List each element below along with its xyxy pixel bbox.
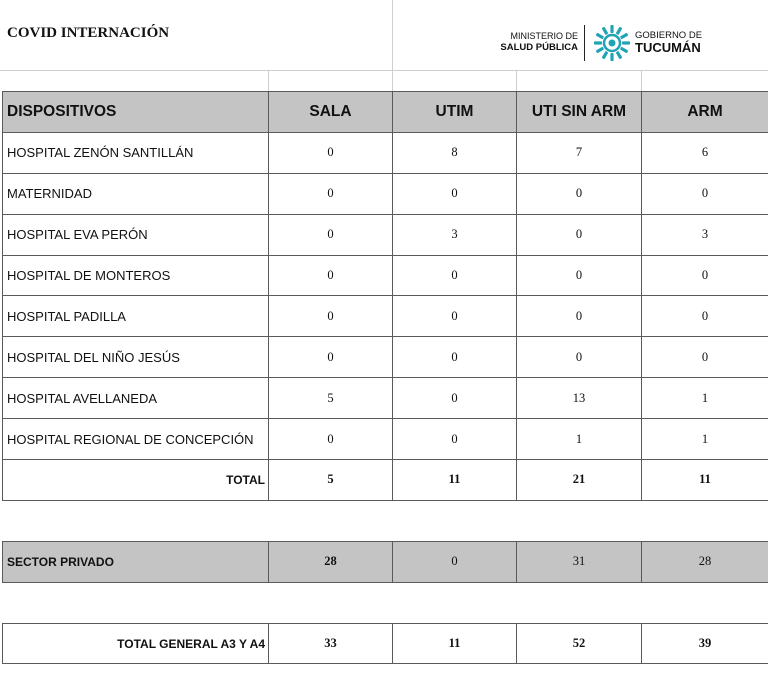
government-line-1: GOBIERNO DE <box>635 30 703 41</box>
cell-utim: 0 <box>393 378 517 419</box>
cell-arm: 6 <box>642 132 768 173</box>
cell-uti-sin-arm: 0 <box>517 337 642 378</box>
cell-utim: 3 <box>393 214 517 255</box>
grand-total-sala: 33 <box>269 623 393 664</box>
cell-utim: 8 <box>393 132 517 173</box>
grid-line <box>0 70 768 71</box>
cell-arm: 1 <box>642 419 768 460</box>
ministry-name <box>500 31 578 53</box>
column-header-dispositivos: DISPOSITIVOS <box>3 92 269 133</box>
hospital-name: HOSPITAL AVELLANEDA <box>3 378 269 419</box>
private-sector-row <box>3 541 768 582</box>
cell-utim: 0 <box>393 337 517 378</box>
hospital-name: MATERNIDAD <box>3 173 269 214</box>
total-sala: 5 <box>269 460 393 501</box>
page-title: COVID INTERNACIÓN <box>7 25 170 41</box>
cell-sala: 5 <box>269 378 393 419</box>
total-uti-sin-arm: 21 <box>517 460 642 501</box>
table-row <box>3 173 768 214</box>
cell-uti-sin-arm: 0 <box>517 255 642 296</box>
hospital-name: HOSPITAL REGIONAL DE CONCEPCIÓN <box>3 419 269 460</box>
private-sala: 28 <box>269 541 393 582</box>
cell-sala: 0 <box>269 255 393 296</box>
cell-arm: 0 <box>642 173 768 214</box>
column-header-arm: ARM <box>642 92 768 133</box>
cell-arm: 0 <box>642 255 768 296</box>
government-name <box>635 30 702 54</box>
table-row <box>3 132 768 173</box>
hospital-name: HOSPITAL DE MONTEROS <box>3 255 269 296</box>
cell-utim: 0 <box>393 255 517 296</box>
grid-line <box>516 70 517 91</box>
hospital-name: HOSPITAL DEL NIÑO JESÚS <box>3 337 269 378</box>
table-row <box>3 214 768 255</box>
private-uti-sin-arm: 31 <box>517 541 642 582</box>
cell-sala: 0 <box>269 419 393 460</box>
cell-utim: 0 <box>393 419 517 460</box>
total-label: TOTAL <box>3 460 269 501</box>
grand-total-utim: 11 <box>393 623 517 664</box>
cell-utim: 0 <box>393 296 517 337</box>
grand-total-label: TOTAL GENERAL A3 Y A4 <box>3 623 269 664</box>
column-header-sala: SALA <box>269 92 393 133</box>
table-row <box>3 337 768 378</box>
hospital-name: HOSPITAL PADILLA <box>3 296 269 337</box>
cell-arm: 1 <box>642 378 768 419</box>
empty-cell <box>3 500 768 541</box>
grand-total-uti-sin-arm: 52 <box>517 623 642 664</box>
logo-divider <box>584 25 585 61</box>
hospital-name: HOSPITAL ZENÓN SANTILLÁN <box>3 132 269 173</box>
ministry-line-1: MINISTERIO DE <box>510 31 578 41</box>
cell-sala: 0 <box>269 132 393 173</box>
column-header-utim: UTIM <box>393 92 517 133</box>
government-line-2: TUCUMÁN <box>635 40 701 55</box>
cell-arm: 0 <box>642 337 768 378</box>
cell-uti-sin-arm: 1 <box>517 419 642 460</box>
hospital-name: HOSPITAL EVA PERÓN <box>3 214 269 255</box>
tucuman-emblem-icon <box>593 24 631 62</box>
column-header-uti-sin-arm: UTI SIN ARM <box>517 92 642 133</box>
table-row <box>3 419 768 460</box>
grid-line <box>268 70 269 91</box>
spacer-row <box>3 500 768 541</box>
total-row <box>3 460 768 501</box>
table-row <box>3 296 768 337</box>
ministry-logo <box>498 22 718 62</box>
spacer-row <box>3 582 768 623</box>
cell-arm: 0 <box>642 296 768 337</box>
cell-uti-sin-arm: 13 <box>517 378 642 419</box>
cell-sala: 0 <box>269 173 393 214</box>
cell-uti-sin-arm: 7 <box>517 132 642 173</box>
cell-uti-sin-arm: 0 <box>517 296 642 337</box>
cell-sala: 0 <box>269 337 393 378</box>
table-header-row <box>3 92 768 133</box>
grid-line <box>641 70 642 91</box>
table-row <box>3 255 768 296</box>
cell-uti-sin-arm: 0 <box>517 173 642 214</box>
grid-line <box>392 0 393 91</box>
private-sector-label: SECTOR PRIVADO <box>3 541 269 582</box>
table-row <box>3 378 768 419</box>
cell-sala: 0 <box>269 296 393 337</box>
hospitalization-table <box>2 91 768 664</box>
grand-total-row <box>3 623 768 664</box>
private-arm: 28 <box>642 541 768 582</box>
cell-arm: 3 <box>642 214 768 255</box>
private-utim: 0 <box>393 541 517 582</box>
empty-cell <box>3 582 768 623</box>
total-utim: 11 <box>393 460 517 501</box>
grand-total-arm: 39 <box>642 623 768 664</box>
total-arm: 11 <box>642 460 768 501</box>
cell-utim: 0 <box>393 173 517 214</box>
ministry-line-2: SALUD PÚBLICA <box>500 42 578 53</box>
cell-uti-sin-arm: 0 <box>517 214 642 255</box>
cell-sala: 0 <box>269 214 393 255</box>
